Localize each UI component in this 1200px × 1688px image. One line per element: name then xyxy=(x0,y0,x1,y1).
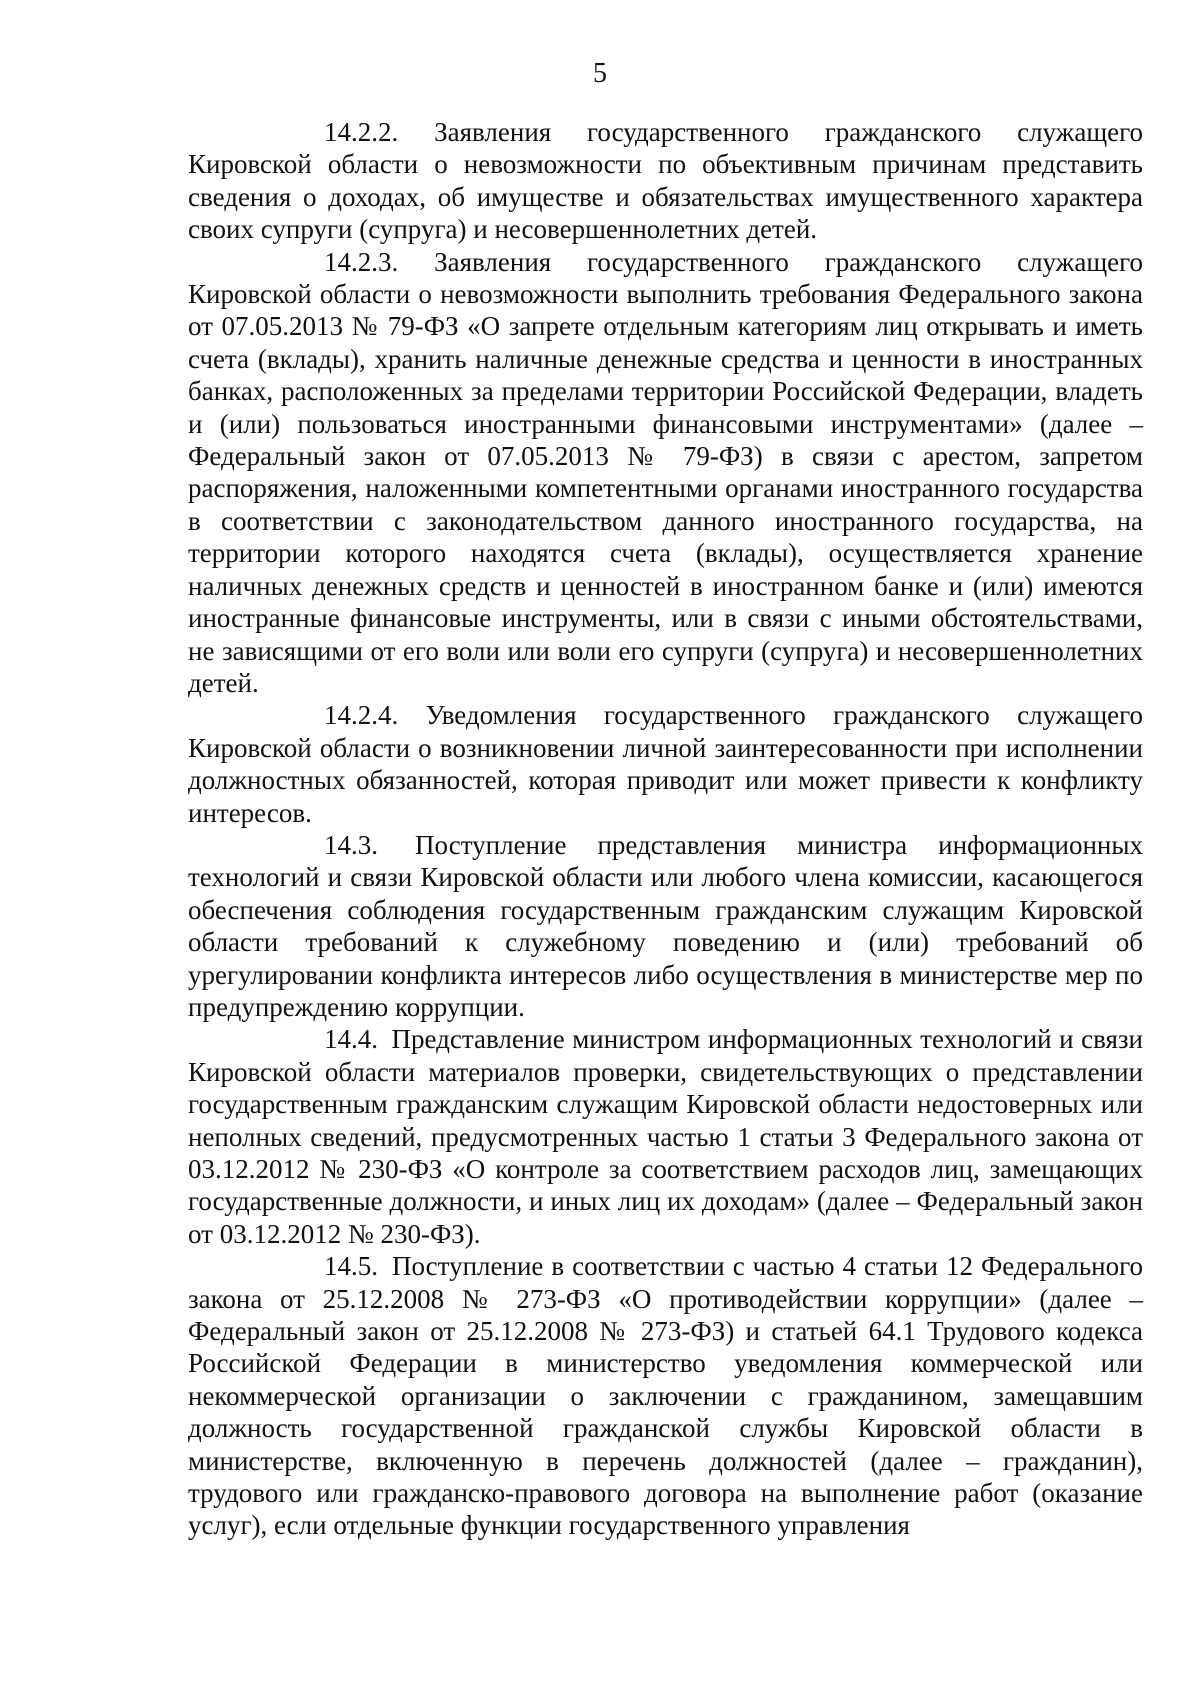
paragraph-text: Поступление в соответствии с частью 4 статьи 12 Федерального закона от 25.12.2008 № 273-ФЗ «О противодействии коррупции» (далее – Федеральный закон от 25.12.2008 № 273-ФЗ) и статьей 64.1 Трудового кодекса Российской Федерации в министерство уведомления коммерческой или некоммерческой организации о заключении с гражданином, замещавшим должность государственной гражданской службы Кировской области в министерстве, включенную в перечень должностей (далее – гражданин), трудового или гражданско-правового договора на выполнение работ (оказание услуг), если отдельные функции государственного управления xyxy=(188,1251,1143,1541)
paragraph-text: Заявления государственного гражданского служащего Кировской области о невозможности выполнить требования Федерального закона от 07.05.2013 № 79-ФЗ «О запрете отдельным категориям лиц открывать и иметь счета (вклады), хранить наличные денежные средства и ценности в иностранных банках, расположенных за пределами территории Российской Федерации, владеть и (или) пользоваться иностранными финансовыми инструментами» (далее – Федеральный закон от 07.05.2013 № 79-ФЗ) в связи с арестом, запретом распоряжения, наложенными компетентными органами иностранного государства в соответствии с законодательством данного иностранного государства, на территории которого находятся счета (вклады), осуществляется хранение наличных денежных средств и ценностей в иностранном банке и (или) имеются иностранные финансовые инструменты, или в связи с иными обстоятельствами, не зависящими от его воли или воли его супруги (супруга) и несовершеннолетних детей. xyxy=(188,246,1143,698)
paragraph-text: Представление министром информационных технологий и связи Кировской области материалов проверки, свидетельствующих о представлении государственным гражданским служащим Кировской области недостоверных или неполных сведений, предусмотренных частью 1 статьи 3 Федерального закона от 03.12.2012 № 230-ФЗ «О контроле за соответствием расходов лиц, замещающих государственные должности, и иных лиц их доходам» (далее – Федеральный закон от 03.12.2012 № 230-ФЗ). xyxy=(188,1024,1143,1249)
page-number: 5 xyxy=(593,58,607,89)
paragraph-number: 14.3. xyxy=(324,829,378,860)
paragraph-number: 14.2.3. xyxy=(324,246,399,277)
paragraph-text: Заявления государственного гражданского служащего Кировской области о невозможности по объективным причинам представить сведения о доходах, об имуществе и обязательствах имущественного характера своих супруги (супруга) и несовершеннолетних детей. xyxy=(188,117,1143,245)
paragraph-text: Поступление представления министра информационных технологий и связи Кировской области или любого члена комиссии, касающегося обеспечения соблюдения государственным гражданским служащим Кировской области требований к служебному поведению и (или) требований об урегулировании конфликта интересов либо осуществления в министерстве мер по предупреждению коррупции. xyxy=(188,829,1143,1022)
paragraph-text: Уведомления государственного гражданского служащего Кировской области о возникновении личной заинтересованности при исполнении должностных обязанностей, которая приводит или может привести к конфликту интересов. xyxy=(188,700,1143,828)
paragraph-number: 14.2.4. xyxy=(324,700,399,731)
paragraph-14-2-4 xyxy=(188,699,1143,829)
paragraph-14-3 xyxy=(188,829,1143,1023)
paragraph-14-5 xyxy=(188,1250,1143,1542)
document-body xyxy=(188,116,1143,1542)
paragraph-number: 14.2.2. xyxy=(324,117,399,147)
paragraph-14-4 xyxy=(188,1023,1143,1250)
paragraph-number: 14.5. xyxy=(324,1251,378,1282)
paragraph-14-2-2 xyxy=(188,116,1143,246)
paragraph-14-2-3 xyxy=(188,246,1143,700)
paragraph-number: 14.4. xyxy=(324,1024,378,1055)
